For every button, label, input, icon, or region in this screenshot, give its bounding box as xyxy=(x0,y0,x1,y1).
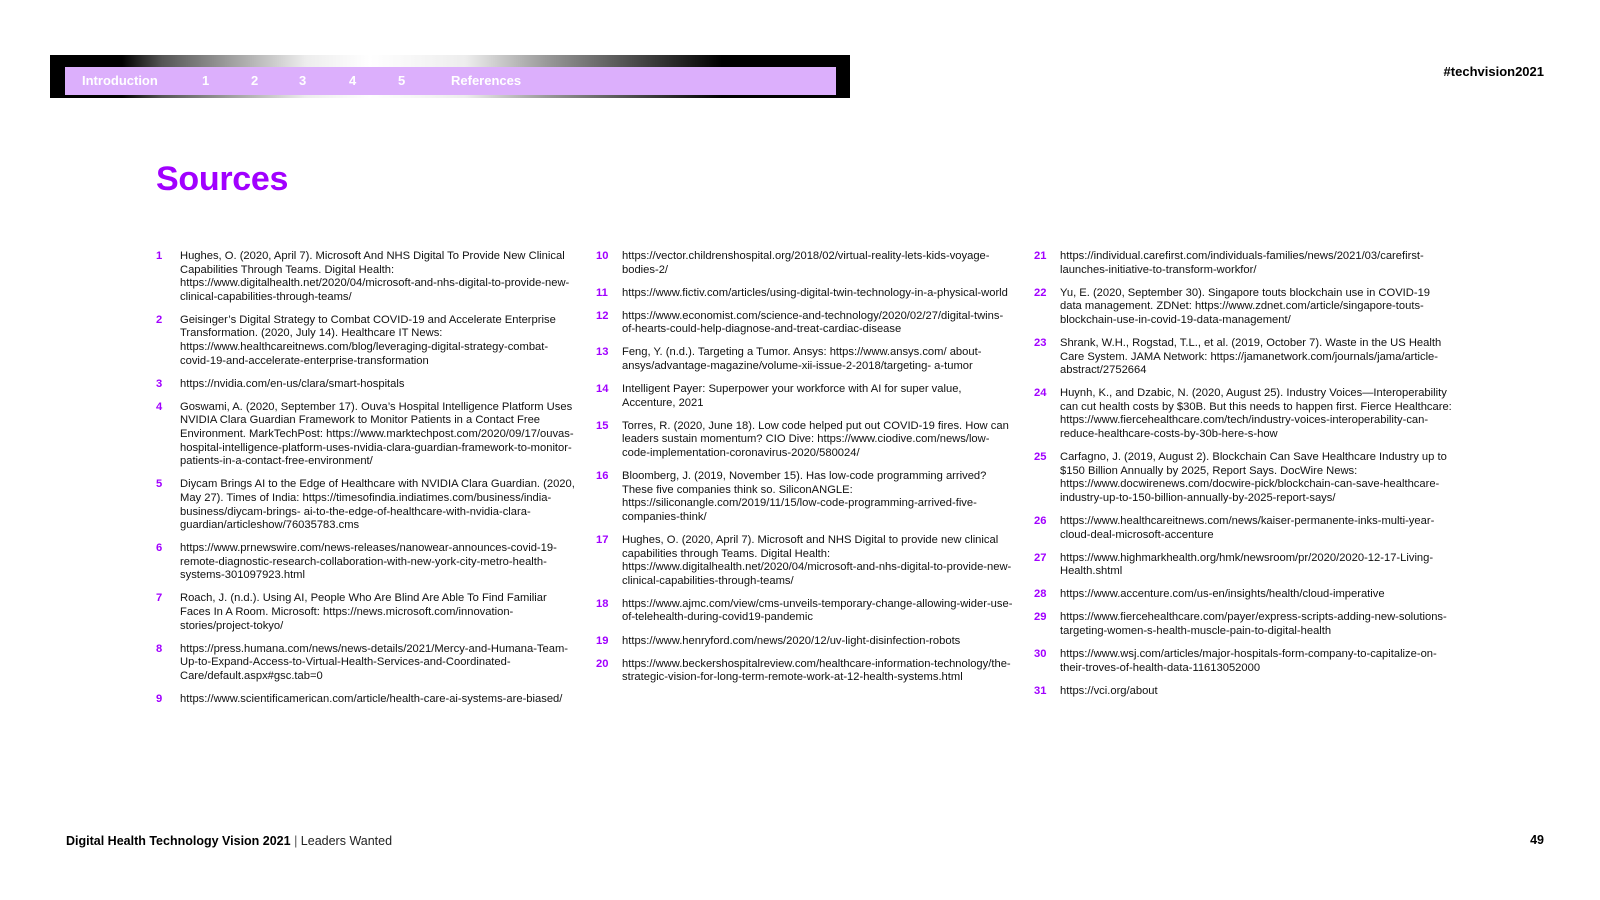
source-text: https://www.henryford.com/news/2020/12/uv-light-disinfection-robots xyxy=(622,634,961,647)
hashtag: #techvision2021 xyxy=(1443,64,1544,79)
source-number: 25 xyxy=(1034,451,1047,464)
sources-column-2 xyxy=(596,250,1016,694)
source-text: Roach, J. (n.d.). Using AI, People Who Are Blind Are Able To Find Familiar Faces In A Room. Microsoft: https://news.microsoft.com/innovation-stories/project-tokyo/ xyxy=(180,592,547,632)
source-item xyxy=(596,598,1016,625)
source-text: Hughes, O. (2020, April 7). Microsoft and NHS Digital to provide new clinical capabilities through Teams. Digital Health: https://www.digitalhealth.net/2020/04/microsoft-and-nhs-digital-to-provide-new-clinical-capabilities-through-teams/ xyxy=(622,534,1012,587)
source-item xyxy=(596,470,1016,524)
source-number: 19 xyxy=(596,634,609,647)
source-text: https://www.fictiv.com/articles/using-digital-twin-technology-in-a-physical-world xyxy=(622,286,1008,299)
source-number: 9 xyxy=(156,693,163,706)
source-number: 6 xyxy=(156,542,163,555)
source-item xyxy=(596,658,1016,685)
source-item xyxy=(596,383,1016,410)
source-item xyxy=(1034,515,1454,542)
source-number: 27 xyxy=(1034,551,1047,564)
source-item xyxy=(596,346,1016,373)
source-item xyxy=(596,287,1016,301)
source-text: https://www.wsj.com/articles/major-hospitals-form-company-to-capitalize-on-their-troves-of-health-data-11613052000 xyxy=(1060,648,1437,674)
source-text: Feng, Y. (n.d.). Targeting a Tumor. Ansys: https://www.ansys.com/ about-ansys/advantage-magazine/volume-xii-issue-2-2018/targeting- a-tumor xyxy=(622,346,982,373)
nav-references[interactable]: References xyxy=(451,73,522,88)
source-item xyxy=(1034,552,1454,579)
source-number: 30 xyxy=(1034,648,1047,661)
source-item xyxy=(1034,648,1454,675)
source-text: https://www.economist.com/science-and-technology/2020/02/27/digital-twins-of-hearts-could-help-diagnose-and-treat-cardiac-disease xyxy=(622,309,1004,336)
source-number: 1 xyxy=(156,250,163,262)
source-item xyxy=(1034,250,1454,277)
nav-section-5[interactable]: 5 xyxy=(398,73,406,88)
nav-section-4[interactable]: 4 xyxy=(349,73,357,88)
source-item xyxy=(596,534,1016,588)
source-text: https://www.fiercehealthcare.com/payer/express-scripts-adding-new-solutions-targeting-women-s-health-muscle-pain-to-digital-health xyxy=(1060,611,1447,638)
source-number: 8 xyxy=(156,642,163,655)
nav-section-2[interactable]: 2 xyxy=(251,73,259,88)
source-text: https://www.highmarkhealth.org/hmk/newsroom/pr/2020/2020-12-17-Living-Health.shtml xyxy=(1060,551,1434,578)
source-text: https://nvidia.com/en-us/clara/smart-hospitals xyxy=(180,377,405,390)
source-number: 12 xyxy=(596,309,609,322)
source-number: 26 xyxy=(1034,515,1047,527)
source-number: 5 xyxy=(156,478,163,491)
source-number: 22 xyxy=(1034,286,1047,299)
source-text: https://www.accenture.com/us-en/insights/health/cloud-imperative xyxy=(1060,588,1385,601)
footer-subtitle: Leaders Wanted xyxy=(300,834,393,848)
source-number: 28 xyxy=(1034,588,1047,601)
source-number: 15 xyxy=(596,419,609,432)
source-number: 10 xyxy=(596,250,609,262)
source-item xyxy=(156,314,576,368)
source-text: Torres, R. (2020, June 18). Low code helped put out COVID-19 fires. How can leaders sustain momentum? CIO Dive: https://www.ciodive.com/news/low-code-implementation-coronavirus-2020/580024/ xyxy=(622,419,1009,460)
source-number: 14 xyxy=(596,383,609,396)
source-number: 4 xyxy=(156,400,163,413)
source-number: 21 xyxy=(1034,250,1047,262)
source-text: Yu, E. (2020, September 30). Singapore touts blockchain use in COVID-19 data management. ZDNet: https://www.zdnet.com/article/singapore-touts-blockchain-use-in-covid-19-data-management/ xyxy=(1060,286,1431,326)
source-item xyxy=(596,250,1016,277)
source-item xyxy=(596,420,1016,461)
source-item xyxy=(1034,337,1454,378)
source-number: 7 xyxy=(156,592,163,605)
source-number: 29 xyxy=(1034,611,1047,624)
source-number: 16 xyxy=(596,470,609,483)
source-item xyxy=(596,635,1016,649)
source-text: Intelligent Payer: Superpower your workforce with AI for super value, Accenture, 2021 xyxy=(622,383,962,409)
source-item xyxy=(156,250,576,304)
footer-separator: | xyxy=(290,834,301,848)
footer-doc-title: Digital Health Technology Vision 2021 xyxy=(66,834,291,848)
source-item xyxy=(1034,387,1454,441)
sources-column-1 xyxy=(156,250,576,716)
source-text: https://www.prnewswire.com/news-releases/nanowear-announces-covid-19-remote-diagnostic-research-collaboration-with-new-york-city-metro-health-systems-301097923.html xyxy=(180,542,557,582)
nav-bar xyxy=(65,67,836,95)
source-item xyxy=(156,378,576,392)
source-text: Goswami, A. (2020, September 17). Ouva’s Hospital Intelligence Platform Uses NVIDIA Clara Guardian Framework to Monitor Patients in a Contact Free Environment. MarkTechPost: https://www.marktechpost.com/2020/09/17/ouvas-hospital-intelligence-platform-uses-nvidia-clara-guardian-framework-to-monitor-patients-in-a-contact-free-environment/ xyxy=(180,400,574,468)
source-text: https://www.beckershospitalreview.com/healthcare-information-technology/the-strategic-vision-for-long-term-remote-work-at-12-health-systems.html xyxy=(622,657,1011,684)
source-number: 24 xyxy=(1034,387,1047,400)
nav-section-1[interactable]: 1 xyxy=(202,73,210,88)
source-text: Shrank, W.H., Rogstad, T.L., et al. (2019, October 7). Waste in the US Health Care System. JAMA Network: https://jamanetwork.com/journals/jama/article-abstract/2752664 xyxy=(1060,336,1442,377)
source-text: Bloomberg, J. (2019, November 15). Has low-code programming arrived? These five companies think so. SiliconANGLE: https://siliconangle.com/2019/11/15/low-code-programming-arrived-five-companies-think/ xyxy=(622,470,987,523)
source-item xyxy=(1034,588,1454,602)
source-item xyxy=(156,643,576,684)
source-text: https://press.humana.com/news/news-details/2021/Mercy-and-Humana-Team-Up-to-Expand-Access-to-Virtual-Health-Services-and-Coordinated-Care/default.aspx#gsc.tab=0 xyxy=(180,642,568,682)
source-item xyxy=(156,542,576,583)
footer-title xyxy=(66,834,392,848)
source-text: https://www.healthcareitnews.com/news/kaiser-permanente-inks-multi-year-cloud-deal-microsoft-accenture xyxy=(1060,515,1435,541)
source-text: Carfagno, J. (2019, August 2). Blockchain Can Save Healthcare Industry up to $150 Billion Annually by 2025, Report Says. DocWire News: https://www.docwirenews.com/docwire-pick/blockchain-can-save-healthcare-industry-up-to-150-billion-annually-by-2025-report-says/ xyxy=(1060,451,1447,504)
source-item xyxy=(156,401,576,469)
source-item xyxy=(156,693,576,707)
sources-column-3 xyxy=(1034,250,1454,708)
source-number: 17 xyxy=(596,534,609,546)
source-item xyxy=(1034,685,1454,699)
source-item xyxy=(1034,611,1454,638)
source-number: 20 xyxy=(596,657,609,670)
source-number: 3 xyxy=(156,377,163,390)
source-text: https://vector.childrenshospital.org/2018/02/virtual-reality-lets-kids-voyage-bodies-2/ xyxy=(622,250,990,276)
top-navigation xyxy=(50,55,850,98)
source-item xyxy=(156,592,576,633)
source-number: 2 xyxy=(156,313,163,326)
source-number: 23 xyxy=(1034,336,1047,349)
source-text: Huynh, K., and Dzabic, N. (2020, August 25). Industry Voices—Interoperability can cut health costs by $30B. But this needs to happen first. Fierce Healthcare: https://www.fiercehealthcare.com/tech/industry-voices-interoperability-can-reduce-healthcare-costs-by-30b-here-s-how xyxy=(1060,387,1452,441)
source-text: Diycam Brings AI to the Edge of Healthcare with NVIDIA Clara Guardian. (2020, May 27). Times of India: https://timesofindia.indiatimes.com/business/india-business/diycam-brings- ai-to-the-edge-of-healthcare-with-nvidia-clara-guardian/articleshow/76035783.cms xyxy=(180,478,575,532)
source-text: https://www.ajmc.com/view/cms-unveils-temporary-change-allowing-wider-use-of-telehealth-during-covid19-pandemic xyxy=(622,597,1013,624)
source-number: 11 xyxy=(596,286,608,299)
source-text: Hughes, O. (2020, April 7). Microsoft And NHS Digital To Provide New Clinical Capabilities Through Teams. Digital Health: https://www.digitalhealth.net/2020/04/microsoft-and-nhs-digital-to-provide-new-clinical-capabilities-through-teams/ xyxy=(180,250,570,303)
source-item xyxy=(1034,287,1454,328)
source-number: 31 xyxy=(1034,684,1047,697)
nav-introduction[interactable]: Introduction xyxy=(82,73,158,88)
page-number: 49 xyxy=(1530,833,1544,847)
source-item xyxy=(596,310,1016,337)
source-text: Geisinger’s Digital Strategy to Combat COVID-19 and Accelerate Enterprise Transformation. (2020, July 14). Healthcare IT News: https://www.healthcareitnews.com/blog/leveraging-digital-strategy-combat-covid-19-and-accelerate-enterprise-transformation xyxy=(180,313,556,367)
nav-section-3[interactable]: 3 xyxy=(299,73,307,88)
source-number: 18 xyxy=(596,597,609,610)
source-text: https://individual.carefirst.com/individuals-families/news/2021/03/carefirst-launches-initiative-to-transform-workfor/ xyxy=(1060,250,1424,276)
source-text: https://vci.org/about xyxy=(1060,684,1158,697)
source-item xyxy=(1034,451,1454,505)
source-item xyxy=(156,478,576,532)
page-title: Sources xyxy=(156,160,289,198)
source-text: https://www.scientificamerican.com/article/health-care-ai-systems-are-biased/ xyxy=(180,693,563,706)
source-number: 13 xyxy=(596,346,609,359)
